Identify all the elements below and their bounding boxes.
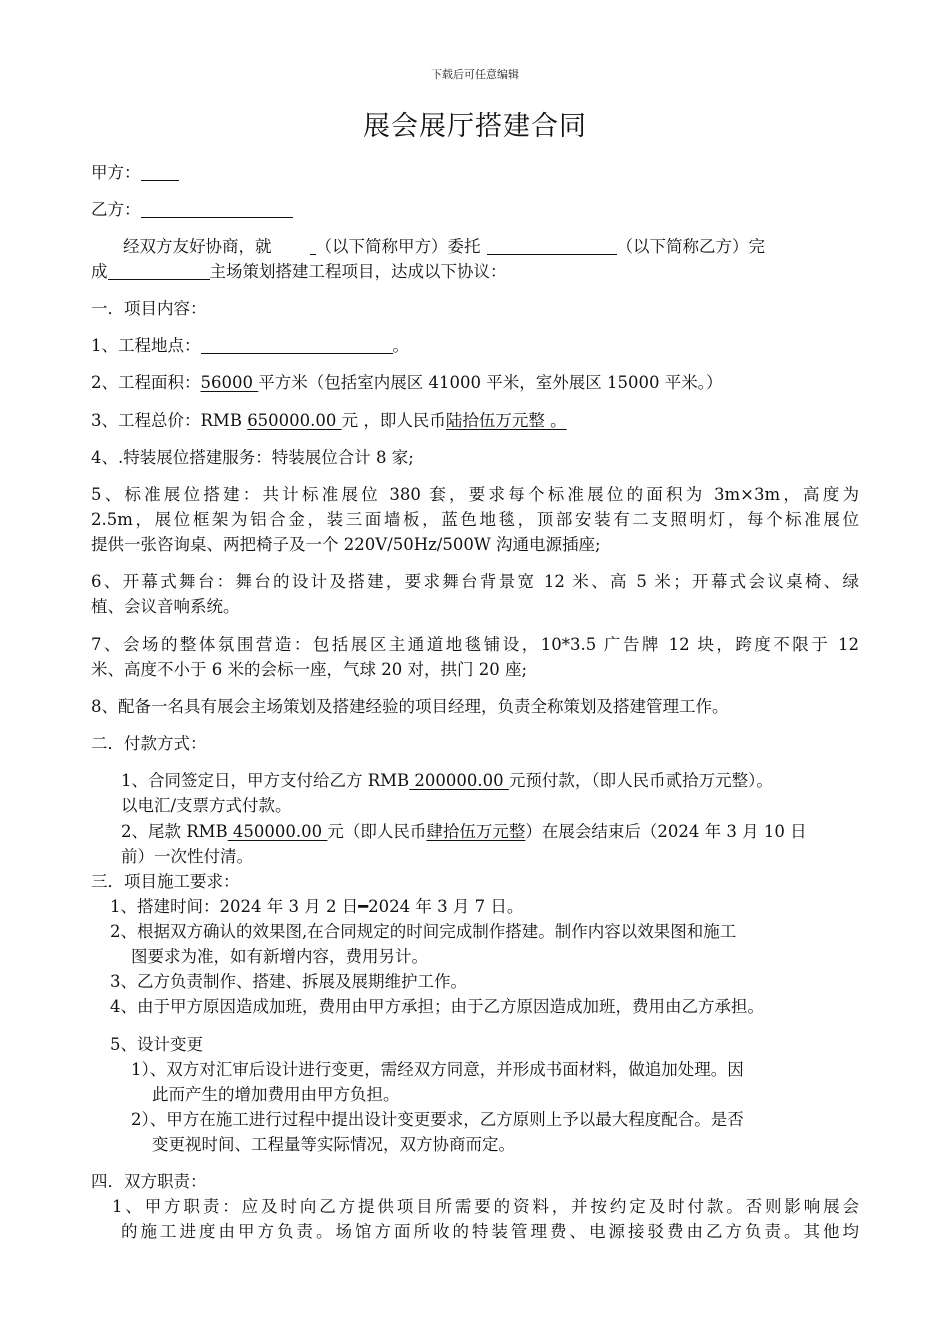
location-blank: [201, 336, 393, 354]
req-5-1-line-1: 1）、双方对汇审后设计进行变更，需经双方同意，并形成书面材料，做追加处理。因: [131, 1060, 744, 1079]
req-2-line-1: 2、根据双方确认的效果图,在合同规定的时间完成制作搭建。制作内容以效果图和施工: [110, 922, 737, 941]
section-4-heading: 四．双方职责：: [91, 1172, 207, 1191]
intro-line-1: [123, 235, 765, 259]
intro-blank-2: [487, 237, 617, 255]
party-b-label: 乙方：: [91, 200, 141, 219]
area-value: 56000: [200, 373, 259, 392]
intro-text-5: 主场策划搭建工程项目，达成以下协议：: [209, 262, 507, 281]
payment-2-line-1: 2、尾款 RMB 450000.00 元（即人民币肆拾伍万元整）在展会结束后（2024 年 3 月 10 日: [121, 822, 807, 841]
payment-1-line-1: 1、合同签定日，甲方支付给乙方 RMB 200000.00 元预付款，（即人民币贰拾万元整）。: [121, 771, 773, 790]
section-3-heading: 三．项目施工要求：: [91, 872, 240, 891]
duty-1-line-1: 1、甲方职责：应及时向乙方提供项目所需要的资料，并按约定及时付款。否则影响展会: [112, 1197, 859, 1216]
item-4-special-booth: 4、.特装展位搭建服务：特装展位合计 8 家;: [91, 448, 414, 467]
item-3-price: 3、工程总价：RMB 650000.00 元 ，即人民币陆拾伍万元整 。: [91, 411, 567, 430]
item-6-line-1: 6、开幕式舞台：舞台的设计及搭建，要求舞台背景宽 12 米、高 5 米；开幕式会议桌椅、绿: [91, 572, 859, 591]
req-1-time: 1、搭建时间：2024 年 3 月 2 日━2024 年 3 月 7 日。: [110, 897, 524, 916]
price-chinese: 陆拾伍万元整 。: [445, 411, 567, 430]
intro-text-2: （以下简称甲方）委托: [315, 237, 481, 256]
payment-1-line-2: 以电汇/支票方式付款。: [121, 796, 292, 815]
header-note: 下载后可任意编辑: [431, 68, 519, 81]
duty-1-line-2: 的施工进度由甲方负责。场馆方面所收的特装管理费、电源接驳费由乙方负责。其他均: [121, 1222, 859, 1241]
item-7-line-2: 米、高度不小于 6 米的会标一座，气球 20 对，拱门 20 座;: [91, 660, 528, 679]
party-a-label: 甲方：: [91, 163, 141, 182]
item-8-manager: 8、配备一名具有展会主场策划及搭建经验的项目经理，负责全称策划及搭建管理工作。: [91, 697, 729, 716]
balance-chinese: 肆拾伍万元整: [426, 822, 526, 841]
section-2-heading: 二．付款方式：: [91, 734, 207, 753]
section-1-heading: 一．项目内容：: [91, 299, 207, 318]
req-2-line-2: 图要求为准，如有新增内容，费用另计。: [131, 947, 428, 966]
party-b-line: [91, 198, 293, 222]
intro-text-3: （以下简称乙方）完: [616, 237, 765, 256]
req-5-2-line-1: 2）、甲方在施工进行过程中提出设计变更要求，乙方原则上予以最大程度配合。是否: [131, 1110, 744, 1129]
item-6-line-2: 植、会议音响系统。: [91, 597, 240, 616]
item-5-line-3: 提供一张咨询桌、两把椅子及一个 220V/50Hz/500W 沟通电源插座;: [91, 535, 601, 554]
req-5-2-line-2: 变更视时间、工程量等实际情况，双方协商而定。: [152, 1135, 515, 1154]
req-5-design-change: 5、设计变更: [110, 1035, 203, 1054]
deposit-amount: 200000.00: [409, 771, 509, 790]
party-a-line: [91, 161, 179, 185]
payment-2-line-2: 前）一次性付清。: [121, 847, 253, 866]
intro-text-1: 经双方友好协商，就: [123, 237, 272, 256]
item-5-line-1: 5、标准展位搭建：共计标准展位 380 套，要求每个标准展位的面积为 3m×3m，高度为: [91, 485, 859, 504]
price-value: 650000.00: [247, 411, 342, 430]
party-a-blank: [141, 163, 179, 181]
req-5-1-line-2: 此而产生的增加费用由甲方负担。: [152, 1085, 400, 1104]
intro-line-2: [91, 260, 507, 284]
balance-amount: 450000.00: [227, 822, 328, 841]
intro-text-4: 成: [91, 262, 108, 281]
item-5-line-2: 2.5m，展位框架为铝合金，装三面墙板，蓝色地毯，顶部安装有二支照明灯，每个标准展位: [91, 510, 859, 529]
party-b-blank: [141, 200, 293, 218]
intro-blank-3: [108, 262, 210, 280]
req-3: 3、乙方负责制作、搭建、拆展及展期维护工作。: [110, 972, 467, 991]
document-title: 展会展厅搭建合同: [363, 111, 587, 142]
item-1-location: 1、工程地点： 。: [91, 336, 409, 355]
item-2-area: 2、工程面积：56000 平方米（包括室内展区 41000 平米，室外展区 15000 平米。）: [91, 373, 723, 392]
req-4: 4、由于甲方原因造成加班，费用由甲方承担；由于乙方原因造成加班，费用由乙方承担。: [110, 997, 764, 1016]
item-7-line-1: 7、会场的整体氛围营造：包括展区主通道地毯铺设，10*3.5 广告牌 12 块，跨度不限于 12: [91, 635, 859, 654]
